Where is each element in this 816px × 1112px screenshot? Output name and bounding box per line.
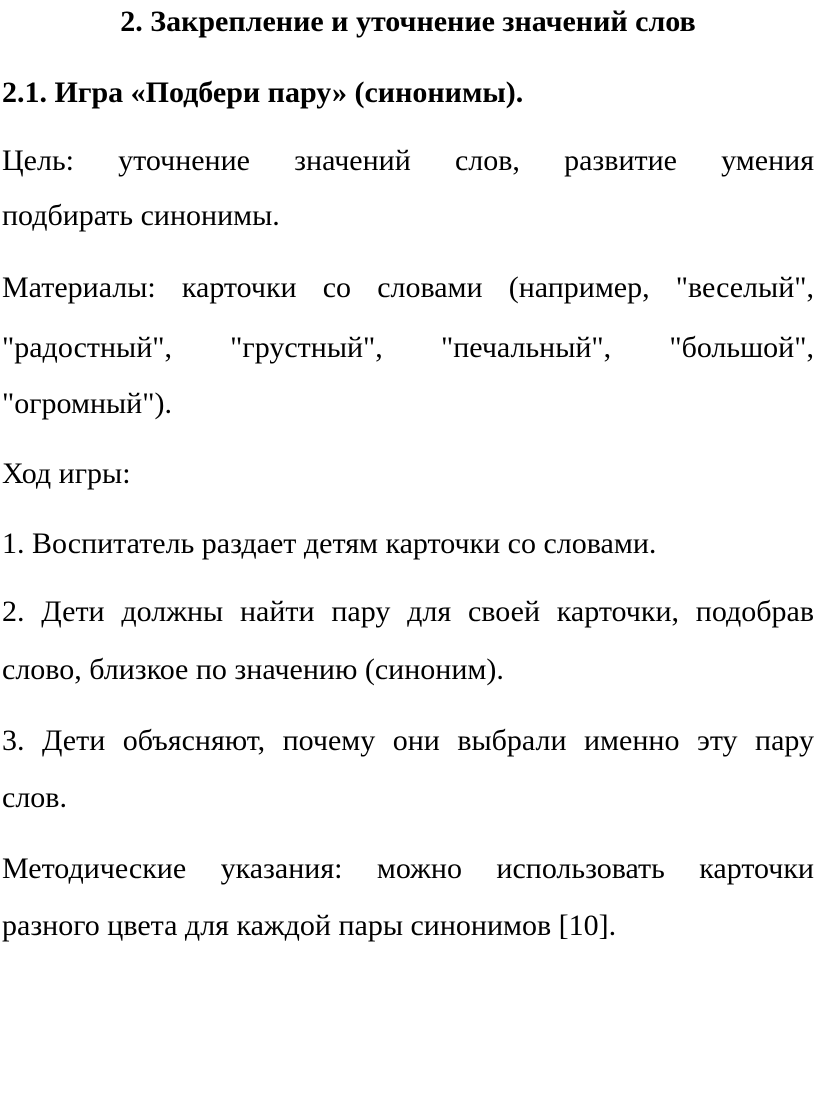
notes-paragraph-line-1: Методические указания: можно использовать карточки <box>2 852 814 885</box>
goal-paragraph-line-1: Цель: уточнение значений слов, развитие умения <box>2 144 814 177</box>
procedure-title: Ход игры: <box>2 457 131 490</box>
materials-paragraph-line-3: "огромный"). <box>2 387 172 420</box>
materials-paragraph-line-1: Материалы: карточки со словами (например, "веселый", <box>2 271 814 304</box>
notes-paragraph-line-2: разного цвета для каждой пары синонимов [10]. <box>2 909 617 942</box>
section-heading: 2. Закрепление и уточнение значений слов <box>120 5 696 38</box>
step-2-line-1: 2. Дети должны найти пару для своей карточки, подобрав <box>2 595 814 628</box>
step-2-line-2: слово, близкое по значению (синоним). <box>2 653 504 686</box>
step-3-line-2: слов. <box>2 781 67 814</box>
step-1: 1. Воспитатель раздает детям карточки со словами. <box>2 527 657 560</box>
step-3-line-1: 3. Дети объясняют, почему они выбрали именно эту пару <box>2 724 814 757</box>
subsection-heading: 2.1. Игра «Подбери пару» (синонимы). <box>2 76 524 109</box>
goal-paragraph-line-2: подбирать синонимы. <box>2 199 280 232</box>
materials-paragraph-line-2: "радостный", "грустный", "печальный", "большой", <box>2 331 814 364</box>
